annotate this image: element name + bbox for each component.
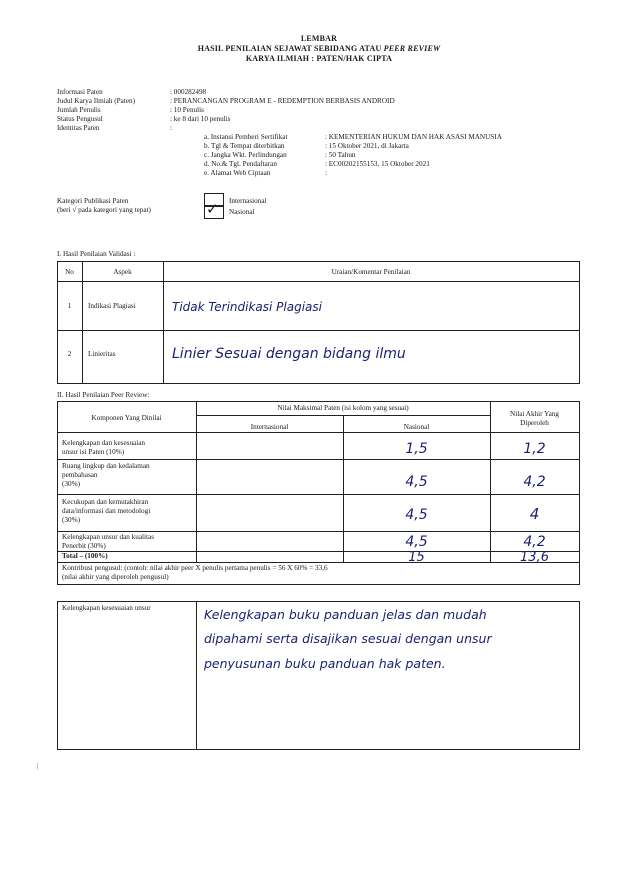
komponen-label: pembahasan bbox=[62, 471, 98, 479]
identitas-value: : 50 Tahun bbox=[325, 151, 356, 159]
footer-mark: | bbox=[37, 762, 39, 770]
identitas-value: : 15 Oktober 2021, di Jakarta bbox=[325, 142, 409, 150]
total-akhir: 13,6 bbox=[520, 550, 549, 565]
info-label: Jumlah Penulis bbox=[57, 106, 101, 114]
komponen-label: Kelengkapan dan kesesuaian bbox=[62, 439, 146, 447]
info-value: : PERANCANGAN PROGRAM E - REDEMPTION BERBASIS ANDROID bbox=[170, 97, 395, 105]
col-max-header: Nilai Maksimal Paten (isi kolom yang sesuai) bbox=[277, 404, 409, 412]
col-komponen-header: Komponen Yang Dinilai bbox=[91, 414, 162, 422]
komentar-line: Kelengkapan buku panduan jelas dan mudah bbox=[204, 607, 487, 622]
nilai-nasional: 4,5 bbox=[405, 534, 428, 550]
subtitle-plain: HASIL PENILAIAN SEJAWAT SEBIDANG ATAU bbox=[197, 44, 384, 53]
document-subtitle-2: KARYA ILMIAH : PATEN/HAK CIPTA bbox=[245, 54, 393, 63]
subtitle-italic: PEER REVIEW bbox=[383, 44, 441, 53]
info-label: Status Pengusul bbox=[57, 115, 103, 123]
kontribusi-text: Kontribusi pengusul: (contoh: nilai akhir peer X penulis pertama penulis = 56 X 60% = 33,6 bbox=[62, 564, 328, 572]
identitas-label: d. No.& Tgl. Pendaftaran bbox=[204, 160, 277, 168]
komponen-label: (30%) bbox=[62, 480, 80, 488]
nilai-nasional: 4,5 bbox=[405, 474, 428, 490]
komentar-line: dipahami serta disajikan sesuai dengan unsur bbox=[204, 631, 492, 646]
info-value: : ke 8 dari 10 penulis bbox=[170, 115, 231, 123]
kontribusi-text: (nilai akhir yang diperoleh pengusul) bbox=[62, 573, 169, 581]
info-label: Judul Karya Ilmiah (Paten) bbox=[57, 97, 136, 105]
info-value: : 000282498 bbox=[170, 88, 207, 96]
col-akhir-header: Nilai Akhir Yang bbox=[510, 410, 559, 418]
info-label: Identitas Paten bbox=[57, 124, 100, 132]
row-aspek: Indikasi Plagiasi bbox=[88, 302, 136, 310]
col-uraian-header: Uraian/Komentar Penilaian bbox=[331, 268, 411, 276]
komponen-label: Penerbit (30%) bbox=[62, 542, 106, 550]
nilai-nasional: 1,5 bbox=[405, 441, 428, 457]
komponen-label: unsur isi Paten (10%) bbox=[62, 448, 125, 456]
row-aspek: Linieritas bbox=[88, 350, 116, 358]
section1-heading: I. Hasil Penilaian Validasi : bbox=[57, 250, 136, 258]
identitas-label: c. Jangka Wkt. Perlindungan bbox=[204, 151, 287, 159]
option-internasional: Internasional bbox=[229, 197, 267, 205]
document-title: LEMBAR bbox=[300, 34, 338, 43]
section2-heading: II. Hasil Penilaian Peer Review: bbox=[57, 391, 150, 399]
komponen-label: Kelengkapan unsur dan kualitas bbox=[62, 533, 155, 541]
identitas-label: b. Tgl & Tempat diterbitkan bbox=[204, 142, 285, 150]
col-nas-header: Nasional bbox=[403, 423, 430, 431]
info-value: : bbox=[170, 124, 172, 132]
col-no-header: No bbox=[65, 268, 74, 276]
komentar-label: Kelengkapan kesesuaian unsur bbox=[62, 604, 151, 612]
total-label: Total – (100%) bbox=[62, 552, 108, 560]
nilai-nasional: 4,5 bbox=[405, 507, 428, 523]
info-label: Informasi Paten bbox=[57, 88, 103, 96]
check-mark-icon: ✓ bbox=[206, 200, 219, 218]
identitas-label: e. Alamat Web Ciptaan bbox=[204, 169, 271, 177]
option-nasional: Nasional bbox=[229, 208, 255, 216]
col-aspek-header: Aspek bbox=[113, 268, 132, 276]
row-no: 1 bbox=[67, 302, 72, 310]
komentar-line: penyusunan buku panduan hak paten. bbox=[204, 656, 446, 671]
komponen-label: (30%) bbox=[62, 516, 80, 524]
document-subtitle bbox=[0, 44, 638, 53]
nilai-akhir: 1,2 bbox=[523, 441, 546, 457]
total-nasional: 15 bbox=[408, 550, 425, 565]
info-value: : 10 Penulis bbox=[170, 106, 204, 114]
col-int-header: Internasional bbox=[250, 423, 289, 431]
kategori-hint: (beri √ pada kategori yang tepat) bbox=[57, 206, 151, 214]
nilai-akhir: 4,2 bbox=[523, 534, 546, 550]
identitas-value: : KEMENTERIAN HUKUM DAN HAK ASASI MANUSIA bbox=[325, 133, 502, 141]
kategori-label: Kategori Publikasi Paten bbox=[57, 197, 129, 205]
komponen-label: Ruang lingkup dan kedalaman bbox=[62, 462, 150, 470]
col-akhir-header-2: Diperoleh bbox=[520, 419, 549, 427]
row-no: 2 bbox=[67, 350, 72, 358]
nilai-akhir: 4,2 bbox=[523, 474, 546, 490]
identitas-value: : bbox=[325, 169, 327, 177]
row-komentar: Tidak Terindikasi Plagiasi bbox=[172, 300, 322, 314]
identitas-value: : EC00202155153, 15 Oktober 2021 bbox=[325, 160, 430, 168]
nilai-akhir: 4 bbox=[529, 505, 540, 523]
row-komentar: Linier Sesuai dengan bidang ilmu bbox=[172, 346, 406, 362]
komponen-label: data/informasi dan metodologi bbox=[62, 507, 151, 515]
komponen-label: Kecukupan dan kemutakhiran bbox=[62, 498, 149, 506]
identitas-label: a. Instansi Pemberi Sertifikat bbox=[204, 133, 288, 141]
